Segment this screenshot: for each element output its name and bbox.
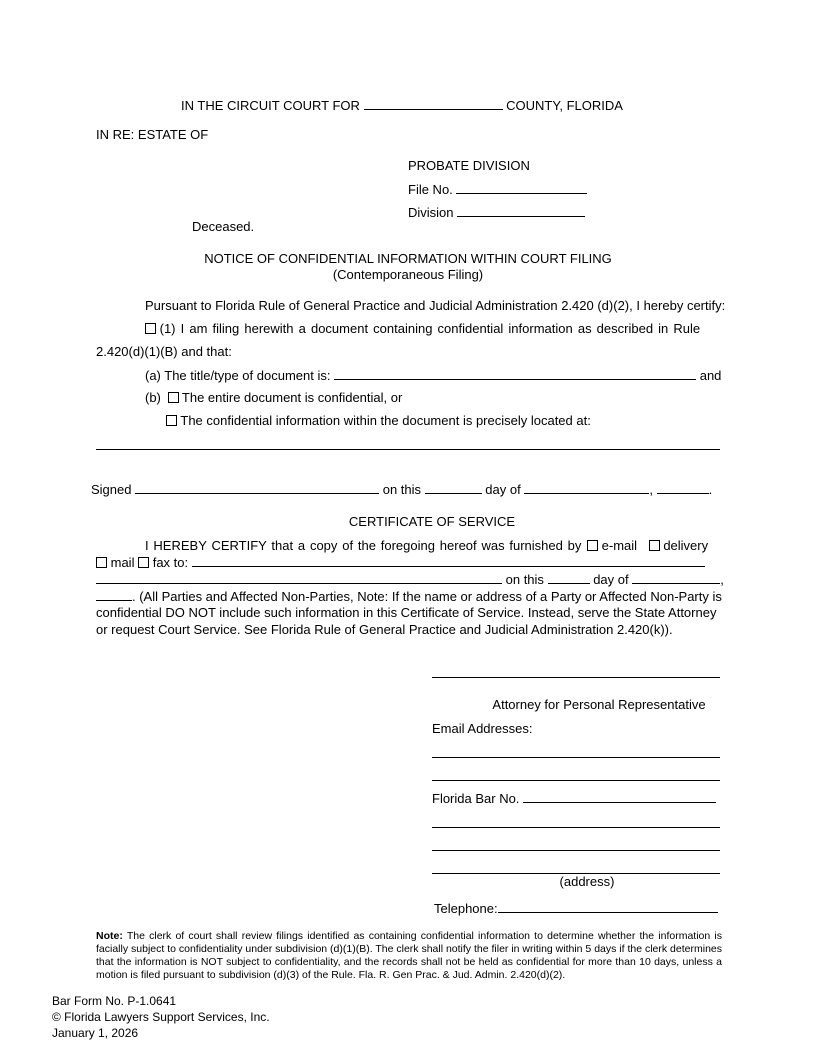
cert-paragraph-line3: or request Court Service. See Florida Rule of General Practice and Judicial Administration 2.420(k)). [96, 622, 673, 637]
probate-division-title: PROBATE DIVISION [408, 158, 530, 173]
fax-checkbox[interactable] [138, 557, 149, 568]
file-no-label: File No. [408, 182, 453, 197]
service-month-blank[interactable] [632, 571, 720, 584]
form-number: Bar Form No. P-1.0641 [52, 994, 177, 1008]
court-prefix: IN THE CIRCUIT COURT FOR [181, 98, 360, 113]
signed-day-blank[interactable] [425, 481, 482, 494]
fax-blank[interactable] [192, 554, 705, 567]
service-comma: , [720, 572, 724, 587]
florida-bar-label: Florida Bar No. [432, 791, 520, 806]
signed-comma: , [649, 482, 653, 497]
document-title: NOTICE OF CONFIDENTIAL INFORMATION WITHIN COURT FILING [204, 251, 612, 266]
cert-paragraph-line2: confidential DO NOT include such information in this Certificate of Service. Instead, serve the State Attorney [96, 605, 717, 620]
telephone-field [434, 900, 718, 917]
fax-label: fax to: [152, 555, 189, 570]
signed-day-of: day of [485, 482, 521, 497]
item1-text-cont: 2.420(d)(1)(B) and that: [96, 344, 232, 359]
attorney-signature-line[interactable] [432, 677, 720, 678]
signed-line: Signed on this day of , . [91, 482, 713, 497]
florida-bar-field [432, 790, 716, 807]
court-caption [181, 97, 623, 114]
email-address-line-2[interactable] [432, 780, 720, 781]
item-b-text: The entire document is confidential, or [181, 390, 403, 405]
address-line-1[interactable] [432, 827, 720, 828]
county-blank[interactable] [364, 97, 503, 110]
file-no-field [408, 181, 587, 198]
division-field [408, 204, 585, 221]
cert-paragraph-text1: . (All Parties and Affected Non-Parties, Note: If the name or address of a Party or Affected Non-Party is [132, 589, 722, 604]
mail-label: mail [110, 555, 135, 570]
service-day-of: day of [593, 572, 629, 587]
deceased-label: Deceased. [192, 219, 255, 234]
entire-confidential-checkbox[interactable] [168, 392, 179, 403]
signed-year-blank[interactable] [657, 481, 709, 494]
service-date-line [96, 571, 724, 588]
service-day-blank[interactable] [548, 571, 590, 584]
item-b [145, 390, 402, 406]
certificate-heading: CERTIFICATE OF SERVICE [348, 514, 516, 529]
item1-text: (1) I am filing herewith a document containing confidential information as described in Rule [159, 321, 701, 336]
signature-blank[interactable] [135, 481, 379, 494]
email-label: e-mail [601, 538, 638, 553]
clerk-note [96, 930, 722, 982]
service-recipient-blank[interactable] [96, 571, 502, 584]
email-checkbox[interactable] [587, 540, 598, 551]
in-re-estate: IN RE: ESTATE OF [96, 127, 209, 142]
signed-label: Signed [91, 482, 132, 497]
item-b2 [166, 413, 591, 429]
intro-text: Pursuant to Florida Rule of General Practice and Judicial Administration 2.420 (d)(2), I hereby certify: [145, 298, 726, 313]
note-text: The clerk of court shall review filings identified as containing confidential information to determine whether the information is facially subject to confidentiality under subdivision (d)(1)(B). The clerk shall notify the filer in writing within 5 days if the clerk determines that the information is NOT subject to confidentiality, and the records shall not be held as confidential for more than 10 days, unless a motion is filed pursuant to subdivision (d)(3) of the Rule. Fla. R. Gen Prac. & Jud. Admin. 2.420(d)(2). [96, 930, 722, 981]
service-on-this: on this [505, 572, 544, 587]
florida-bar-blank[interactable] [523, 790, 716, 803]
item-b-label: (b) [145, 390, 161, 405]
attorney-role: Attorney for Personal Representative [492, 697, 706, 712]
file-no-blank[interactable] [456, 181, 587, 194]
telephone-label: Telephone: [434, 901, 498, 916]
located-at-checkbox[interactable] [166, 415, 177, 426]
item-b2-text: The confidential information within the document is precisely located at: [180, 413, 591, 428]
note-label: Note: [96, 930, 123, 942]
address-label: (address) [559, 874, 615, 889]
mail-fax-line [96, 554, 705, 571]
delivery-label: delivery [663, 538, 709, 553]
division-blank[interactable] [457, 204, 585, 217]
service-year-blank[interactable] [96, 588, 132, 601]
item-1 [145, 321, 720, 337]
document-subtitle: (Contemporaneous Filing) [332, 267, 484, 282]
court-suffix: COUNTY, FLORIDA [506, 98, 623, 113]
email-addresses-label: Email Addresses: [432, 721, 533, 736]
copyright: © Florida Lawyers Support Services, Inc. [52, 1010, 270, 1024]
item-a-end: and [699, 368, 722, 383]
certify-line [145, 538, 708, 554]
division-label: Division [408, 205, 454, 220]
telephone-blank[interactable] [498, 900, 718, 913]
location-blank[interactable] [96, 449, 720, 450]
delivery-checkbox[interactable] [649, 540, 660, 551]
item-a [145, 367, 721, 384]
certify-text: I HEREBY CERTIFY that a copy of the foregoing hereof was furnished by [145, 538, 582, 553]
item1-checkbox[interactable] [145, 323, 156, 334]
signed-on-this: on this [382, 482, 422, 497]
mail-checkbox[interactable] [96, 557, 107, 568]
form-date: January 1, 2026 [52, 1026, 139, 1040]
address-line-2[interactable] [432, 850, 720, 851]
email-address-line-1[interactable] [432, 757, 720, 758]
item-a-label: (a) The title/type of document is: [145, 368, 331, 383]
cert-paragraph-line1 [96, 588, 722, 605]
signed-month-blank[interactable] [524, 481, 649, 494]
doc-title-blank[interactable] [334, 367, 696, 380]
